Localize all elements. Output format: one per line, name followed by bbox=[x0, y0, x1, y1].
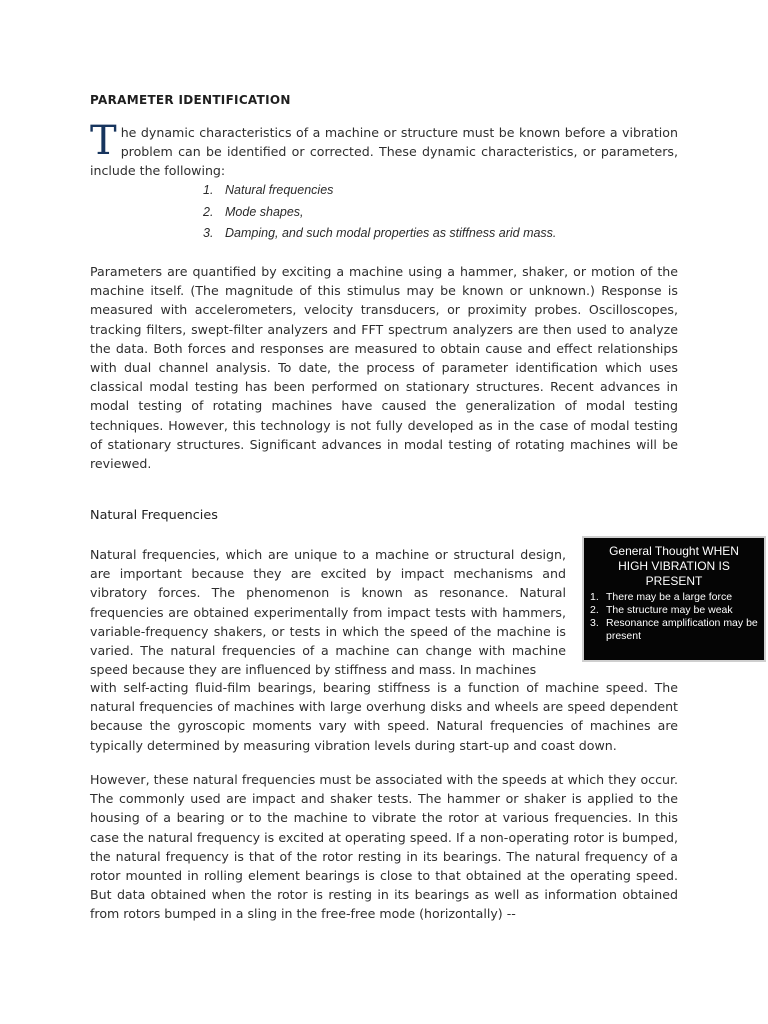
callout-list-item bbox=[584, 591, 764, 604]
section-heading-natural-frequencies: Natural Frequencies bbox=[90, 508, 218, 523]
callout-item-text: There may be a large force bbox=[606, 591, 733, 603]
intro-paragraph bbox=[90, 118, 678, 181]
natural-frequencies-paragraph-wide: with self-acting fluid-film bearings, bearing stiffness is a function of machine speed. The natural frequencies of machines with large overhung disks and wheels are speed dependent because the gyroscopic moments vary with speed. Natural frequencies of machines are typically determined by measuring vibration levels during start-up and coast down. bbox=[90, 680, 678, 753]
natural-frequencies-paragraph-narrow: Natural frequencies, which are unique to a machine or structural design, are important because they are excited by impact mechanisms and vibratory forces. The phenomenon is known as resonance. Natural frequencies are obtained experimentally from impact tests with hammers, variable-frequency shakers, or tests in which the speed of the machine is varied. The natural frequencies of a machine can change with machine speed because they are influenced by stiffness and mass. In machines bbox=[90, 547, 566, 678]
callout-title: General Thought WHEN HIGH VIBRATION IS PRESENT bbox=[609, 544, 739, 588]
callout-list-item bbox=[584, 604, 764, 617]
callout-item-text: The structure may be weak bbox=[606, 604, 733, 616]
callout-item-number: 2. bbox=[590, 604, 599, 616]
section-heading-parameter-identification: PARAMETER IDENTIFICATION bbox=[90, 93, 291, 107]
list-item bbox=[203, 223, 556, 245]
parameters-paragraph: Parameters are quantified by exciting a machine using a hammer, shaker, or motion of the machine itself. (The magnitude of this stimulus may be known or unknown.) Response is measured with accelerometers, velocity transducers, or proximity probes. Oscilloscopes, tracking filters, swept-filter analyzers and FFT spectrum analyzers are then used to analyze the data. Both forces and responses are measured to obtain cause and effect relationships with dual channel analysis. To date, the process of parameter identification which uses classical modal testing has been performed on stationary structures. Recent advances in modal testing of rotating machines have caused the generalization of modal testing techniques. However, this technology is not fully developed as in the case of modal testing of stationary structures. Significant advances in modal testing of rotating machines will be reviewed. bbox=[90, 264, 678, 472]
drop-cap-letter: T bbox=[90, 118, 117, 164]
list-item-number: 1. bbox=[203, 183, 214, 197]
callout-list-item bbox=[584, 617, 764, 643]
callout-item-number: 3. bbox=[590, 617, 599, 629]
parameter-list bbox=[203, 180, 556, 245]
list-item-number: 2. bbox=[203, 204, 214, 219]
list-item bbox=[203, 180, 556, 202]
natural-frequencies-paragraph-2: However, these natural frequencies must be associated with the speeds at which they occur. The commonly used are impact and shaker tests. The hammer or shaker is applied to the housing of a bearing or to the machine to vibrate the rotor at various frequencies. In this case the natural frequency is excited at operating speed. If a non-operating rotor is bumped, the natural frequency is that of the rotor resting in its bearings. The natural frequency of a rotor mounted in rolling element bearings is close to that obtained at the operating speed. But data obtained when the rotor is resting in its bearings as well as information obtained from rotors bumped in a sling in the free-free mode (horizontally) -- bbox=[90, 772, 678, 922]
callout-list bbox=[584, 591, 764, 643]
list-item-text: Damping, and such modal properties as stiffness arid mass. bbox=[225, 226, 557, 240]
callout-box bbox=[582, 536, 766, 662]
list-item bbox=[203, 202, 556, 224]
callout-item-text: Resonance amplification may be present bbox=[606, 617, 758, 642]
list-item-number: 3. bbox=[203, 226, 214, 240]
intro-text: he dynamic characteristics of a machine or structure must be known before a vibration problem can be identified or corrected. These dynamic characteristics, or parameters, include the following: bbox=[90, 125, 678, 179]
list-item-text: Natural frequencies bbox=[225, 183, 334, 197]
callout-item-number: 1. bbox=[590, 591, 599, 603]
list-item-text: Mode shapes, bbox=[225, 204, 304, 219]
